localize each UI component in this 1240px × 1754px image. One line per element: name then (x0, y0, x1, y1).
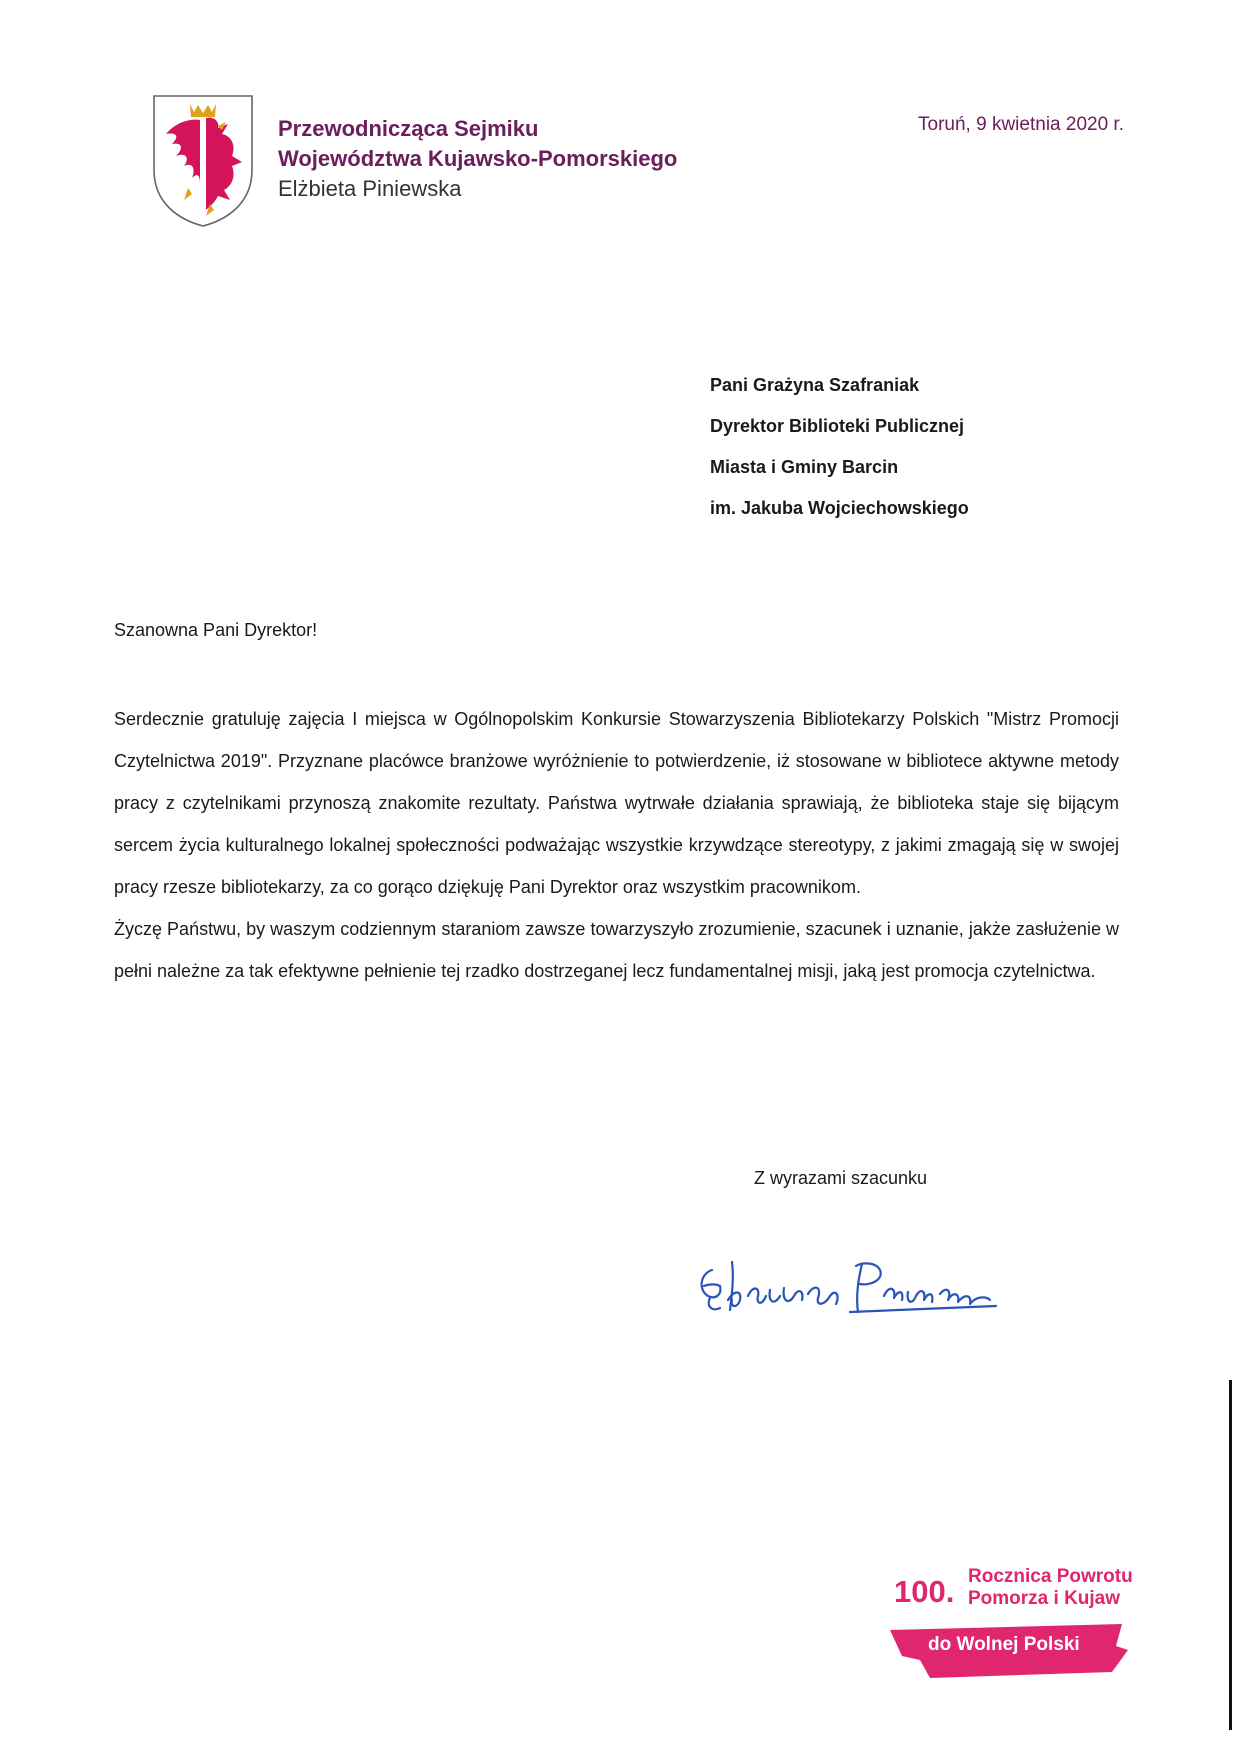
coat-of-arms-icon (148, 92, 258, 230)
badge-line-1: Rocznica Powrotu (968, 1566, 1133, 1587)
letter-body (114, 698, 1119, 992)
scan-edge-line (1229, 1380, 1232, 1730)
sender-role-line-1: Przewodnicząca Sejmiku (278, 116, 539, 141)
salutation: Szanowna Pani Dyrektor! (114, 620, 318, 640)
badge-ribbon-text: do Wolnej Polski (928, 1634, 1080, 1655)
recipient-line: Pani Grażyna Szafraniak (710, 375, 920, 395)
body-paragraph: Serdecznie gratuluję zajęcia I miejsca w Ogólnopolskim Konkursie Stowarzyszenia Bibliotekarzy Polskich "Mistrz Promocji Czytelnictwa 2019". Przyznane placówce branżowe wyróżnienie to potwierdzenie, iż stosowane w bibliotece aktywne metody pracy z czytelnikami przynoszą znakomite rezultaty. Państwa wytrwałe działania sprawiają, że biblioteka staje się bijącym sercem życia kulturalnego lokalnej społeczności podważając wszystkie krzywdzące stereotypy, z jakimi zmagają się w swojej pracy rzesze bibliotekarzy, za co gorąco dziękuję Pani Dyrektor oraz wszystkim pracownikom. (114, 709, 1119, 897)
recipient-line: im. Jakuba Wojciechowskiego (710, 498, 969, 518)
letterhead-sender (278, 114, 677, 204)
recipient-address (710, 365, 969, 529)
place-and-date: Toruń, 9 kwietnia 2020 r. (918, 114, 1124, 135)
recipient-line: Miasta i Gminy Barcin (710, 457, 899, 477)
badge-number: 100. (894, 1574, 955, 1609)
handwritten-signature (690, 1240, 1030, 1330)
anniversary-badge (880, 1552, 1140, 1692)
body-paragraph: Życzę Państwu, by waszym codziennym staraniom zawsze towarzyszyło zrozumienie, szacunek i uznanie, jakże zasłużenie w pełni należne za tak efektywne pełnienie tej rzadko dostrzeganej lecz fundamentalnej misji, jaką jest promocja czytelnictwa. (114, 919, 1119, 981)
recipient-line: Dyrektor Biblioteki Publicznej (710, 416, 965, 436)
badge-line-2: Pomorza i Kujaw (968, 1588, 1121, 1609)
sender-name: Elżbieta Piniewska (278, 176, 462, 201)
closing-phrase: Z wyrazami szacunku (754, 1168, 928, 1188)
sender-role-line-2: Województwa Kujawsko-Pomorskiego (278, 146, 678, 171)
